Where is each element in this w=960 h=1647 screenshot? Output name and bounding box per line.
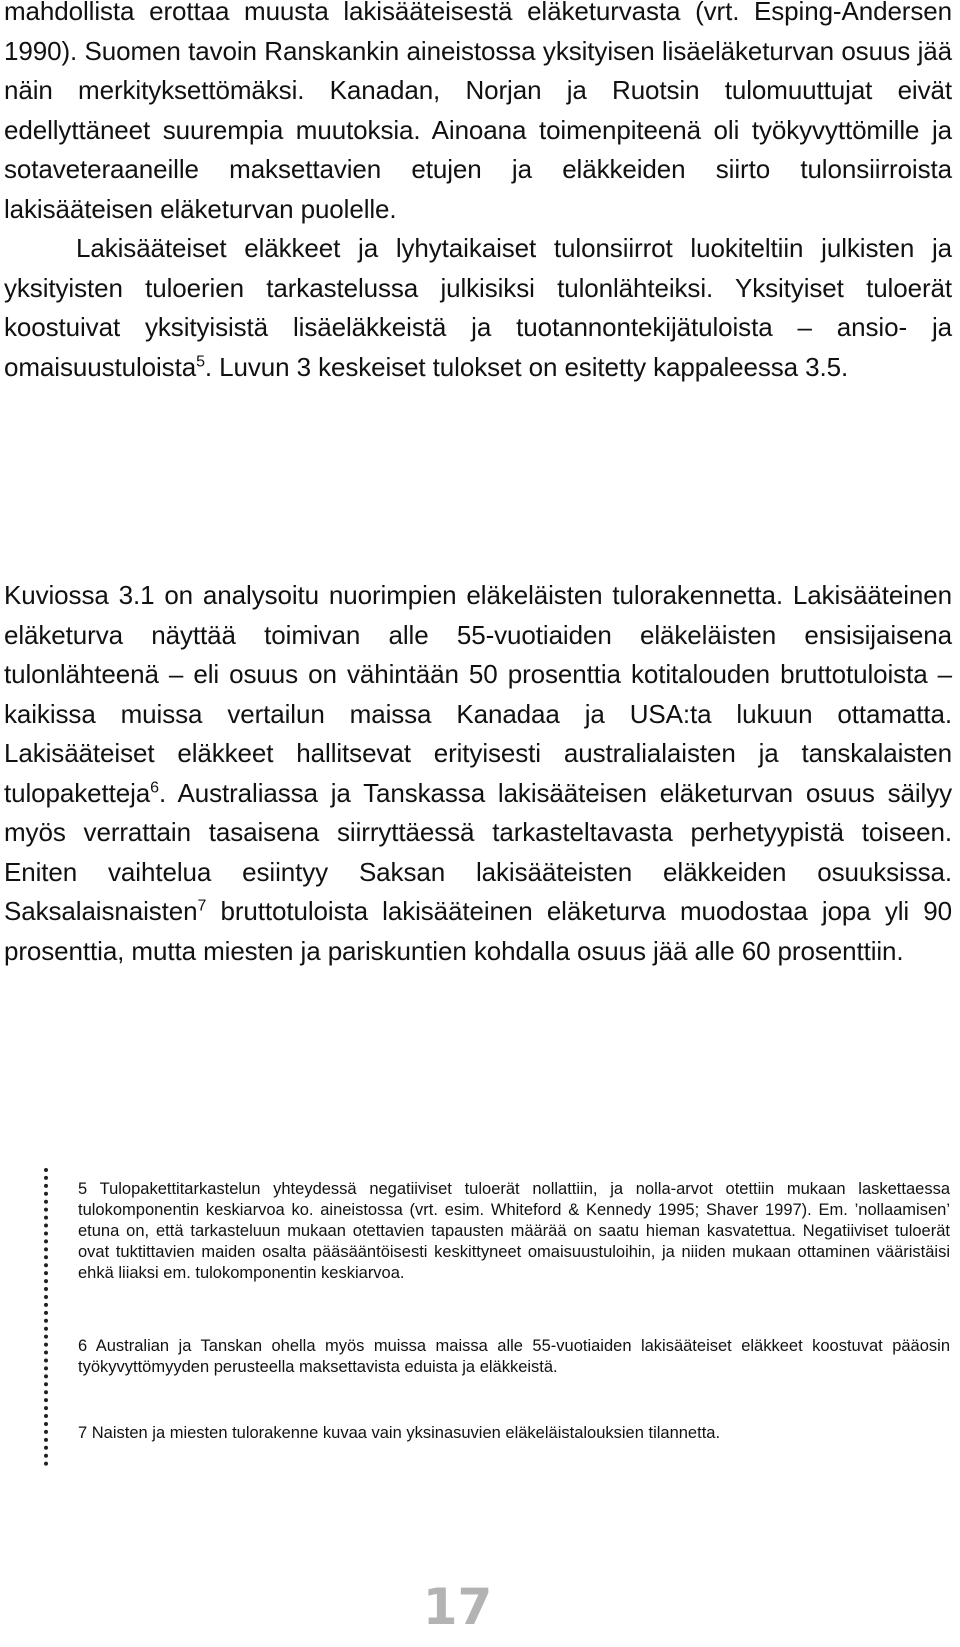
page-number: 17 — [422, 1578, 493, 1636]
body-paragraph-1 — [4, 0, 952, 387]
footnote-ref-7[interactable]: 7 — [197, 897, 207, 915]
paragraph-2-part-c: bruttotuloista lakisääteinen eläketurva muodostaa jopa yli 90 prosenttia, mutta miesten ja pariskuntien kohdalla osuus jää alle 60 prosenttiin. — [4, 896, 952, 966]
paragraph-1-part-a: mahdollista erottaa muusta lakisääteisestä eläketurvasta (vrt. Esping-Andersen 1990). Suomen tavoin Ranskankin aineistossa yksityisen lisäeläketurvan osuus jää näin merkityksettömäksi. Kanadan, Norjan ja Ruotsin tulomuuttujat eivät edellyttäneet suurempia muutoksia. Ainoana toimenpiteenä oli työkyvyttömille ja sotaveteraaneille maksettavien etujen ja eläkkeiden siirto tulonsiirroista lakisääteisen eläketurvan puolelle. — [4, 0, 952, 224]
paragraph-2-part-a: Kuviossa 3.1 on analysoitu nuorimpien eläkeläisten tulorakennetta. Lakisääteinen eläketurva näyttää toimivan alle 55-vuotiaiden eläkeläisten ensisijaisena tulonlähteenä – eli osuus on vähintään 50 prosenttia kotitalouden bruttotuloista – kaikissa muissa vertailun maissa Kanadaa ja USA:ta lukuun ottamatta. Lakisääteiset eläkkeet hallitsevat erityisesti australialaisten ja tanskalaisten tulopaketteja — [4, 580, 952, 808]
footnote-7: 7 Naisten ja miesten tulorakenne kuvaa vain yksinasuvien eläkeläistalouksien tilannetta. — [78, 1424, 721, 1442]
paragraph-1-part-b: Lakisääteiset eläkkeet ja lyhytaikaiset tulonsiirrot luokiteltiin julkisten ja yksityisten tuloerien tarkastelussa julkisiksi tulonlähteiksi. Yksityiset tuloerät koostuivat yksityisistä lisäeläkkeistä ja tuotannontekijätuloista – ansio- ja omaisuustuloista — [4, 233, 952, 382]
body-paragraph-2 — [4, 576, 952, 971]
footnote-6: 6 Australian ja Tanskan ohella myös muissa maissa alle 55-vuotiaiden lakisääteiset eläkkeet koostuvat pääosin työkyvyttömyyden perusteella maksettavista eduista ja eläkkeistä. — [78, 1337, 950, 1376]
footnote-5: 5 Tulopakettitarkastelun yhteydessä negatiiviset tuloerät nollattiin, ja nolla-arvot otettiin mukaan laskettaessa tulokomponentin keskiarvoa ko. aineistossa (vrt. esim. Whiteford & Kennedy 1995; Shaver 1997). Em. ’nollaamisen’ etuna on, että tarkasteluun mukaan otettavien tapausten määrää on saatu hieman kasvatettua. Negatiiviset tuloerät ovat tuktittavien maiden osalta pääsääntöisesti keskittyneet omaisuustuloihin, ja niiden mukaan ottaminen vääristäisi ehkä liiaksi em. tulokomponentin keskiarvoa. — [78, 1180, 950, 1282]
footnote-ref-5[interactable]: 5 — [196, 352, 205, 370]
paragraph-2-part-b: . Australiassa ja Tanskassa lakisääteisen eläketurvan osuus säilyy myös verrattain tasaisena siirryttäessä tarkasteltavasta perhetyypistä toiseen. Eniten vaihtelua esiintyy Saksan lakisääteisten eläkkeiden osuuksissa. Saksalaisnaisten — [4, 777, 952, 926]
footnote-divider — [44, 1168, 52, 1466]
paragraph-1-part-c: . Luvun 3 keskeiset tulokset on esitetty kappaleessa 3.5. — [204, 351, 849, 382]
footnote-ref-6[interactable]: 6 — [150, 778, 159, 796]
